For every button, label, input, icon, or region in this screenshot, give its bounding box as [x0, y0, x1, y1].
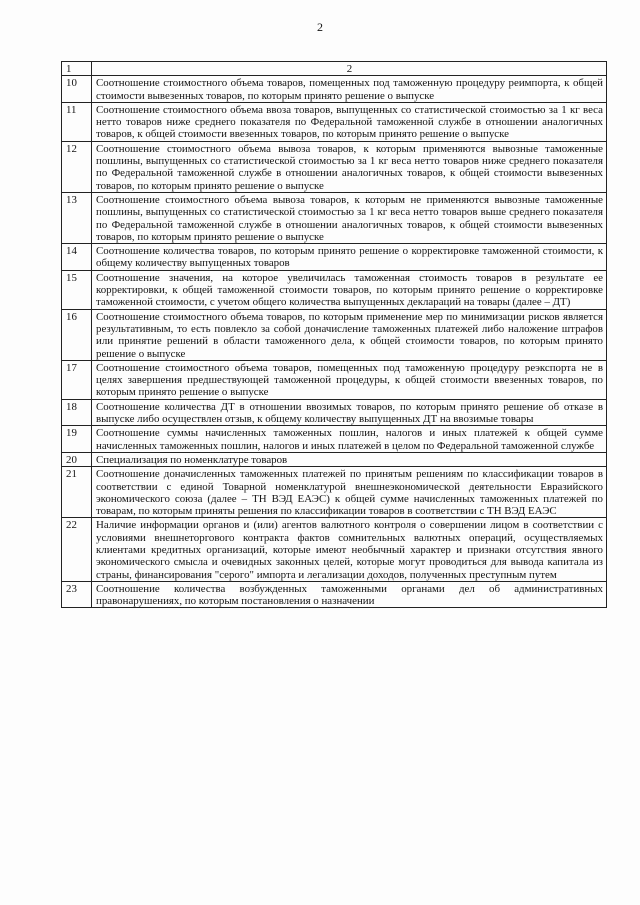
row-number: 11	[62, 102, 92, 141]
page-number: 2	[317, 20, 323, 34]
table-row	[62, 102, 607, 141]
row-number: 21	[62, 467, 92, 518]
table-row	[62, 426, 607, 453]
table-row	[62, 309, 607, 360]
row-text: Соотношение стоимостного объема товаров, помещенных под таможенную процедуру реимпорта, к общей стоимости вывезенных товаров, по которым принято решение о выпуске	[92, 76, 607, 103]
row-text: Наличие информации органов и (или) агентов валютного контроля о совершении лицом в соответствии с условиями внешнеторгового контракта фактов сомнительных валютных операций, осуществляемых клиентами кредитных организаций, которые имеют необычный характер и признаки отсутствия явного экономического смысла и очевидных законных целей, которые могут проводиться для вывода капитала из страны, финансирования "серого" импорта и легализации доходов, полученных преступным путем	[92, 518, 607, 581]
row-text: Соотношение количества ДТ в отношении ввозимых товаров, по которым принято решение об отказе в выпуске либо осуществлен отзыв, к общему количеству выпущенных ДТ на ввозимые товары	[92, 399, 607, 426]
table-row	[62, 76, 607, 103]
row-text: Соотношение стоимостного объема товаров, по которым применение мер по минимизации рисков является результативным, то есть повлекло за собой доначисление таможенных платежей либо наложение штрафов или принятие решений в области таможенного дела, к общей стоимости товаров, по которым принято решение о выпуске	[92, 309, 607, 360]
row-number: 17	[62, 360, 92, 399]
table-row	[62, 244, 607, 271]
header-text-column: 2	[92, 62, 607, 76]
row-number: 12	[62, 141, 92, 192]
table-header-row	[62, 62, 607, 76]
table-row	[62, 270, 607, 309]
indicators-table	[61, 61, 607, 608]
table-row	[62, 467, 607, 518]
row-text: Соотношение доначисленных таможенных платежей по принятым решениям по классификации товаров в соответствии с единой Товарной номенклатурой внешнеэкономической деятельности Евразийского экономического союза (далее – ТН ВЭД ЕАЭС) к общей сумме начисленных таможенных платежей по товарам, по которым приняты решения по классификации товаров в соответствии с ТН ВЭД ЕАЭС	[92, 467, 607, 518]
row-text: Специализация по номенклатуре товаров	[92, 452, 607, 466]
row-text: Соотношение суммы начисленных таможенных пошлин, налогов и иных платежей к общей сумме начисленных таможенных пошлин, налогов и иных платежей в целом по Федеральной таможенной службе	[92, 426, 607, 453]
header-number-column: 1	[62, 62, 92, 76]
row-number: 14	[62, 244, 92, 271]
row-number: 20	[62, 452, 92, 466]
row-number: 15	[62, 270, 92, 309]
row-number: 16	[62, 309, 92, 360]
table-row	[62, 360, 607, 399]
row-number: 10	[62, 76, 92, 103]
row-text: Соотношение значения, на которое увеличилась таможенная стоимость товаров в результате ее корректировки, к общей таможенной стоимости товаров, по которым принято решение о корректировке таможенной стоимости, с учетом общего количества выпущенных деклараций на товары (далее – ДТ)	[92, 270, 607, 309]
row-number: 18	[62, 399, 92, 426]
table-row	[62, 518, 607, 581]
row-text: Соотношение стоимостного объема товаров, помещенных под таможенную процедуру реэкспорта не в целях завершения предшествующей таможенной процедуры, к общей стоимости ввезенных товаров, по которым принято решение о выпуске	[92, 360, 607, 399]
row-text: Соотношение стоимостного объема вывоза товаров, к которым не применяются вывозные таможенные пошлины, выпущенных со статистической стоимостью за 1 кг веса нетто товаров выше среднего показателя по Федеральной таможенной службе в отношении аналогичных товаров, к общей стоимости вывезенных товаров, по которым принято решение о выпуске	[92, 192, 607, 243]
table-row	[62, 452, 607, 466]
table-row	[62, 141, 607, 192]
row-number: 13	[62, 192, 92, 243]
row-text: Соотношение стоимостного объема вывоза товаров, к которым применяются вывозные таможенные пошлины, выпущенных со статистической стоимостью за 1 кг веса нетто товаров ниже среднего показателя по Федеральной таможенной службе в отношении аналогичных товаров, к общей стоимости вывезенных товаров, по которым принято решение о выпуске	[92, 141, 607, 192]
row-text: Соотношение количества товаров, по которым принято решение о корректировке таможенной стоимости, к общему количеству выпущенных товаров	[92, 244, 607, 271]
table-row	[62, 581, 607, 608]
row-text: Соотношение стоимостного объема ввоза товаров, выпущенных со статистической стоимостью за 1 кг веса нетто товаров ниже среднего показателя по Федеральной таможенной службе в отношении аналогичных товаров, к общей стоимости ввезенных товаров, по которым принято решение о выпуске	[92, 102, 607, 141]
row-number: 19	[62, 426, 92, 453]
table-row	[62, 192, 607, 243]
row-number: 22	[62, 518, 92, 581]
table-row	[62, 399, 607, 426]
row-number: 23	[62, 581, 92, 608]
row-text: Соотношение количества возбужденных таможенными органами дел об административных правонарушениях, по которым постановления о назначении	[92, 581, 607, 608]
